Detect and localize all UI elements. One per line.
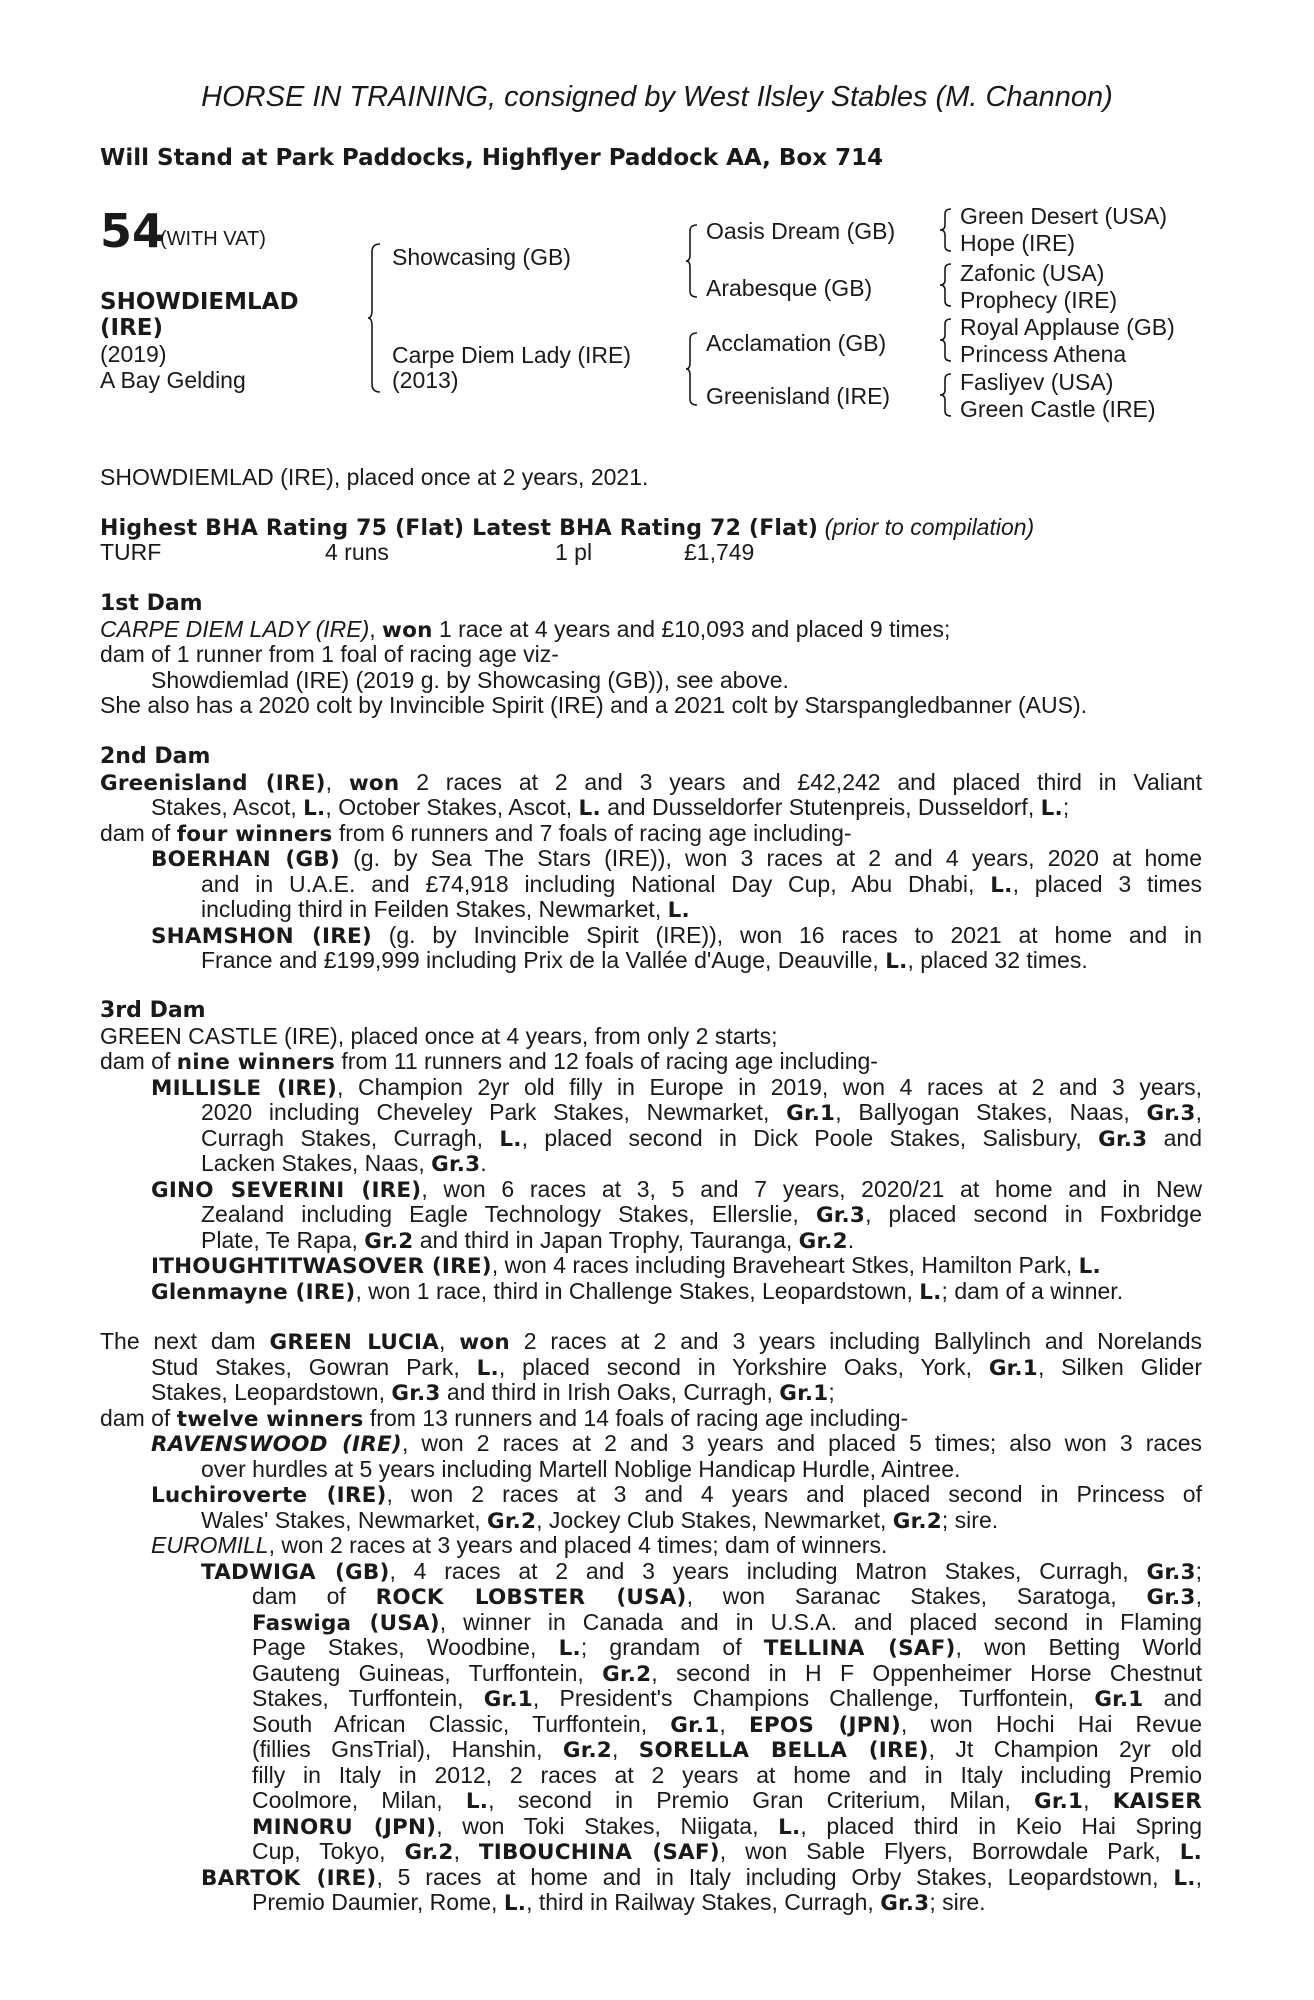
text-line: and in U.A.E. and £74,918 including National Day Cup, Abu Dhabi, L., placed 3 times [201,870,1202,898]
text-line: filly in Italy in 2012, 2 races at 2 years at home and in Italy including Premio [252,1761,1202,1788]
text-line: Zealand including Eagle Technology Stakes, Ellerslie, Gr.3, placed second in Foxbridge [201,1201,1202,1228]
text-line: MILLISLE (IRE), Champion 2yr old filly in Europe in 2019, won 4 races at 2 and 3 years, [151,1073,1202,1101]
text-line: Curragh Stakes, Curragh, L., placed second in Dick Poole Stakes, Salisbury, Gr.3 and [201,1124,1203,1152]
lot-number: 54 [100,204,165,258]
pedigree-g3-8: Green Castle (IRE) [960,396,1156,422]
text-line: MINORU (JPN), won Toki Stakes, Niigata, L., placed third in Keio Hai Spring [252,1812,1203,1840]
text-line: BOERHAN (GB) (g. by Sea The Stars (IRE)), won 3 races at 2 and 4 years, 2020 at home [151,845,1202,872]
text-line: GINO SEVERINI (IRE), won 6 races at 3, 5 and 7 years, 2020/21 at home and in New [151,1175,1202,1203]
text-line: BARTOK (IRE), 5 races at home and in Italy including Orby Stakes, Leopardstown, L., [201,1863,1202,1891]
text-line: dam of nine winners from 11 runners and 12 foals of racing age including- [100,1048,878,1075]
pedigree-g3-2: Hope (IRE) [960,230,1076,256]
text-line: dam of twelve winners from 13 runners and 14 foals of racing age including- [100,1404,909,1432]
pedigree-g3-3: Zafonic (USA) [960,260,1105,286]
text-line: dam of four winners from 6 runners and 7 foals of racing age including- [100,819,852,847]
text-line: Greenisland (IRE), won 2 races at 2 and 3 years and £42,242 and placed third in Valiant [100,768,1202,796]
text-line: CARPE DIEM LADY (IRE), won 1 race at 4 years and £10,093 and placed 9 times; [100,615,951,643]
pedigree-bracket-sire [686,224,700,304]
pedigree-g3-7: Fasliyev (USA) [960,369,1114,395]
pedigree-dam-sire: Acclamation (GB) [706,330,887,356]
pedigree-bracket-main [368,243,382,393]
pedigree-g3-4: Prophecy (IRE) [960,287,1118,313]
text-line: SHAMSHON (IRE) (g. by Invincible Spirit (IRE)), won 16 races to 2021 at home and in [151,921,1202,949]
text-line: Glenmayne (IRE), won 1 race, third in Challenge Stakes, Leopardstown, L.; dam of a winner. [151,1277,1124,1305]
text-line: Stud Stakes, Gowran Park, L., placed second in Yorkshire Oaks, York, Gr.1, Silken Glider [151,1353,1202,1381]
text-line: Cup, Tokyo, Gr.2, TIBOUCHINA (SAF), won Sable Flyers, Borrowdale Park, L. [252,1838,1203,1865]
text-line: dam of 1 runner from 1 foal of racing age viz- [100,641,559,667]
next-dam-section [100,1329,1202,1916]
horse-name [100,290,330,341]
text-line: GREEN CASTLE (IRE), placed once at 4 years, from only 2 starts; [100,1022,778,1049]
text-line: Lacken Stakes, Naas, Gr.3. [201,1150,487,1177]
rating-line [100,515,1202,542]
text-line: EUROMILL, won 2 races at 3 years and placed 4 times; dam of winners. [151,1532,888,1558]
text-line: including third in Feilden Stakes, Newmarket, L. [201,896,690,923]
pedigree-bracket-dam [686,332,700,412]
pedigree-bracket-g3-3 [940,318,954,368]
third-dam-heading: 3rd Dam [100,998,206,1023]
pedigree-g3-5: Royal Applause (GB) [960,314,1175,340]
text-line: France and £199,999 including Prix de la Vallée d'Auge, Deauville, L., placed 32 times. [201,947,1088,974]
text-line: (fillies GnsTrial), Hanshin, Gr.2, SORELLA BELLA (IRE), Jt Champion 2yr old [252,1736,1202,1763]
text-line: Premio Daumier, Rome, L., third in Railway Stakes, Curragh, Gr.3; sire. [252,1889,986,1916]
second-dam-heading: 2nd Dam [100,744,211,769]
pedigree-bracket-g3-2 [940,263,954,313]
third-dam-section [100,998,1202,1304]
horse-foaling-year: (2019) [100,341,167,367]
stand-location: Will Stand at Park Paddocks, Highflyer Paddock AA, Box 714 [100,145,884,171]
pedigree-dam-dam: Greenisland (IRE) [706,383,891,409]
text-line: The next dam GREEN LUCIA, won 2 races at 2 and 3 years including Ballylinch and Norelands [100,1328,1202,1355]
record-placed: 1 pl [555,539,593,565]
text-line: Plate, Te Rapa, Gr.2 and third in Japan Trophy, Tauranga, Gr.2. [201,1226,855,1254]
text-line: Faswiga (USA), winner in Canada and in U.S.A. and placed second in Flaming [252,1608,1202,1636]
text-line: RAVENSWOOD (IRE), won 2 races at 2 and 3 years and placed 5 times; also won 3 races [151,1430,1202,1457]
text-line: South African Classic, Turffontein, Gr.1, EPOS (JPN), won Hochi Hai Revue [252,1710,1202,1738]
first-dam-heading: 1st Dam [100,591,203,616]
record-runs: 4 runs [325,539,389,565]
text-line: Wales' Stakes, Newmarket, Gr.2, Jockey Club Stakes, Newmarket, Gr.2; sire. [201,1506,999,1534]
text-line: Stakes, Leopardstown, Gr.3 and third in Irish Oaks, Curragh, Gr.1; [151,1379,835,1406]
pedigree-sire: Showcasing (GB) [392,244,571,270]
pedigree-dam: Carpe Diem Lady (IRE) [392,342,632,368]
pedigree-g3-6: Princess Athena [960,341,1127,367]
text-line: dam of ROCK LOBSTER (USA), won Saranac Stakes, Saratoga, Gr.3, [252,1583,1202,1610]
catalogue-header: HORSE IN TRAINING, consigned by West Ilsley Stables (M. Channon) [201,81,1113,113]
horse-description: A Bay Gelding [100,367,246,393]
text-line: TADWIGA (GB), 4 races at 2 and 3 years including Matron Stakes, Curragh, Gr.3; [201,1557,1203,1585]
vat-note: (WITH VAT) [160,228,266,250]
pedigree-dam-year: (2013) [392,367,459,393]
text-line: Coolmore, Milan, L., second in Premio Gran Criterium, Milan, Gr.1, KAISER [252,1787,1203,1814]
text-line: Gauteng Guineas, Turffontein, Gr.2, second in H F Oppenheimer Horse Chestnut [252,1659,1202,1687]
text-line: She also has a 2020 colt by Invincible Spirit (IRE) and a 2021 colt by Starspangledbanner (AUS). [100,692,1088,718]
second-dam-section [100,744,1202,974]
horse-name-line2: (IRE) [100,314,164,341]
text-line: Luchiroverte (IRE), won 2 races at 3 and 4 years and placed second in Princess of [151,1481,1202,1508]
record-surface: TURF [100,539,162,565]
pedigree-bracket-g3-4 [940,373,954,423]
text-line: over hurdles at 5 years including Martell Noblige Handicap Hurdle, Aintree. [201,1455,961,1482]
race-record [100,540,1202,566]
record-earnings: £1,749 [684,539,755,565]
text-line: ITHOUGHTITWASOVER (IRE), won 4 races including Braveheart Stkes, Hamilton Park, L. [151,1252,1101,1279]
first-dam-section [100,591,1202,719]
pedigree-sire-dam: Arabesque (GB) [706,275,873,301]
text-line: Page Stakes, Woodbine, L.; grandam of TELLINA (SAF), won Betting World [252,1634,1202,1661]
pedigree-bracket-g3-1 [940,208,954,258]
rating-note: (prior to compilation) [824,514,1035,540]
text-line: Stakes, Ascot, L., October Stakes, Ascot, L. and Dusseldorfer Stutenpreis, Dusseldorf, L.; [151,794,1070,821]
race-summary: SHOWDIEMLAD (IRE), placed once at 2 years, 2021. [100,464,649,490]
horse-name-line1: SHOWDIEMLAD [100,289,299,315]
rating-values: Highest BHA Rating 75 (Flat) Latest BHA Rating 72 (Flat) [100,516,819,541]
text-line: 2020 including Cheveley Park Stakes, Newmarket, Gr.1, Ballyogan Stakes, Naas, Gr.3, [201,1099,1202,1126]
pedigree-sire-sire: Oasis Dream (GB) [706,218,896,244]
text-line: Stakes, Turffontein, Gr.1, President's Champions Challenge, Turffontein, Gr.1 and [252,1685,1203,1712]
pedigree-g3-1: Green Desert (USA) [960,203,1168,229]
text-line: Showdiemlad (IRE) (2019 g. by Showcasing (GB)), see above. [151,666,789,693]
